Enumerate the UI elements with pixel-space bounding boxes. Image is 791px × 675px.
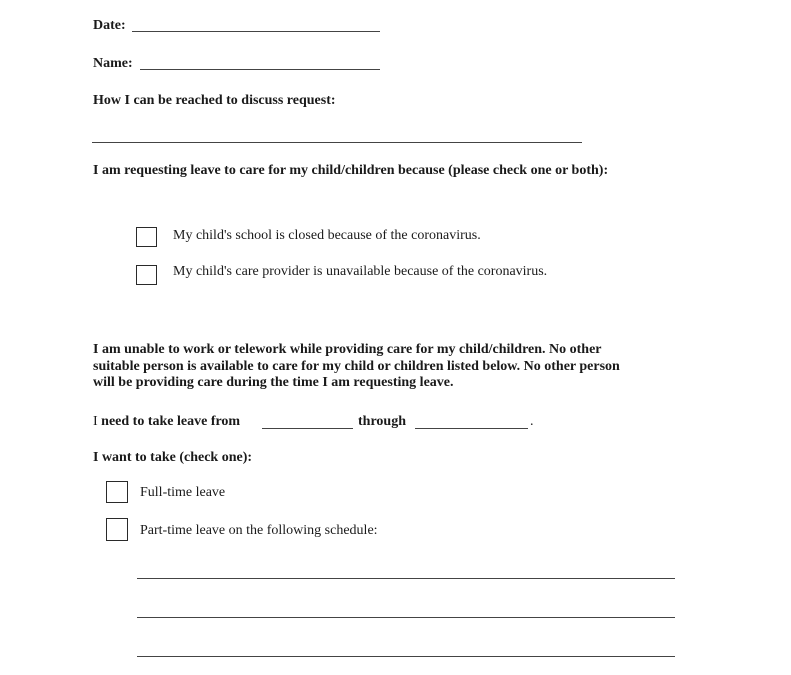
schedule-line-1[interactable]: [137, 578, 675, 579]
through-label: through: [358, 414, 406, 429]
leave-dates-label: [93, 413, 240, 430]
leave-dates-prefix: need to take leave from: [97, 414, 241, 429]
leave-type-prompt: I want to take (check one):: [93, 450, 253, 465]
part-time-leave-checkbox[interactable]: [106, 518, 128, 541]
full-time-leave-checkbox[interactable]: [106, 481, 128, 503]
full-time-leave-label: Full-time leave: [140, 485, 226, 500]
statement-line: I am unable to work or telework while providing care for my child/children. No other: [93, 342, 602, 357]
statement-paragraph: [93, 342, 693, 392]
end-period: .: [530, 414, 534, 429]
date-label: Date:: [93, 18, 126, 33]
part-time-leave-label: Part-time leave on the following schedule:: [140, 523, 378, 538]
leave-end-date-field[interactable]: [415, 428, 528, 429]
leave-dates-prefix-i: I: [93, 414, 98, 429]
reason-care-provider-label: My child's care provider is unavailable because of the coronavirus.: [173, 264, 548, 279]
contact-field[interactable]: [92, 142, 582, 143]
statement-line: will be providing care during the time I am requesting leave.: [93, 375, 454, 391]
contact-label: How I can be reached to discuss request:: [93, 93, 336, 108]
name-label: Name:: [93, 56, 133, 71]
schedule-line-2[interactable]: [137, 617, 675, 618]
leave-start-date-field[interactable]: [262, 428, 353, 429]
reason-prompt: I am requesting leave to care for my child/children because (please check one or both):: [93, 163, 609, 178]
reason-school-closed-checkbox[interactable]: [136, 227, 157, 247]
statement-line: suitable person is available to care for my child or children listed below. No other person: [93, 358, 620, 374]
reason-school-closed-label: My child's school is closed because of the coronavirus.: [173, 228, 481, 243]
name-field[interactable]: [140, 69, 380, 70]
date-field[interactable]: [132, 31, 380, 32]
reason-care-provider-checkbox[interactable]: [136, 265, 157, 285]
schedule-line-3[interactable]: [137, 656, 675, 657]
